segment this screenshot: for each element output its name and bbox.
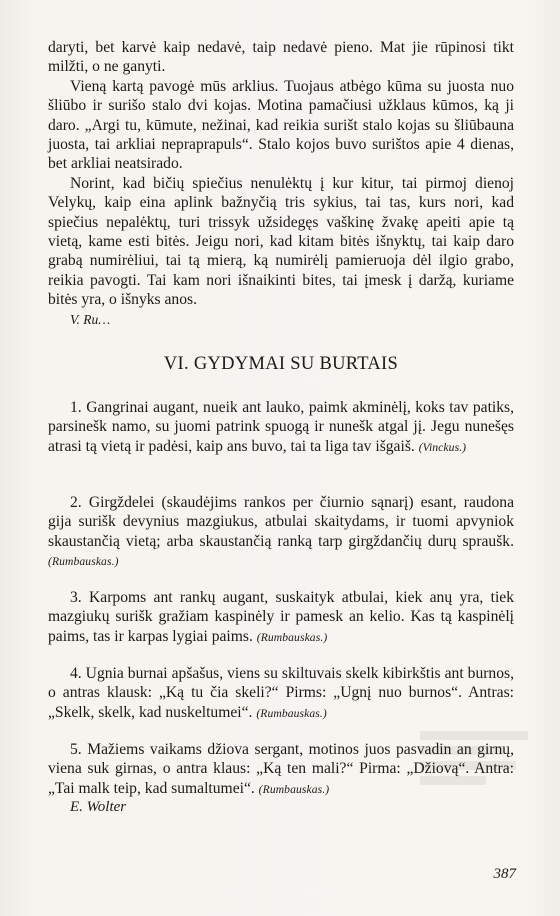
list-item <box>48 588 514 647</box>
section-title: VI. GYDYMAI SU BURTAIS <box>163 354 399 374</box>
entry-text: 4. Ugnia burnai apšašus, viens su skiltuvais skelk kibirkštis ant burnos, o antras klausk: „Ką tu čia skeli?“ Pirms: „Ugnį nuo burnos“. Antras: „Skelk, skelk, kad nuskeltumei“. <box>48 665 514 721</box>
author-signature: E. Wolter <box>70 799 127 816</box>
entry-source: (Vinckus.) <box>418 440 467 454</box>
list-item <box>48 664 514 723</box>
paragraph-continued: daryti, bet karvė kaip nedavė, taip nedavė pieno. Mat jie rūpinosi tikt milžti, o ne ganyti. <box>48 39 514 76</box>
list-item <box>48 398 514 457</box>
page-number: 387 <box>493 866 516 882</box>
entry-source: (Rumbauskas.) <box>258 782 330 796</box>
entry-text: 5. Mažiems vaikams džiova sergant, motinos juos pasvadin an girnų, viena suk girnas, o antra klaus: „Ką ten mali?“ Pirma: „Džiovą“. Antra: „Tai malk teip, kad sumaltumei“. <box>48 741 514 797</box>
show-through-text <box>420 725 540 810</box>
list-item <box>48 493 514 572</box>
paragraph-stolen-horses: Vieną kartą pavogė mūs arklius. Tuojaus atbėgo kūma su juosta nuo šliūbo ir surišo stalo dvi kojas. Motina pamačiusi užklaus kūmos, ką ji daro. „Argi tu, kūmute, nežinai, kad reikia surišt stalo kojas su šliūbauna juosta, tai arkliai nepraprapuls“. Stalo kojos buvo surištos apie 4 dienas, bet arkliai neatsirado. <box>48 77 514 173</box>
top-text-block <box>48 38 514 329</box>
entry-text: 3. Karpoms ant rankų augant, suskaityk atbulai, kiek anų yra, tiek mazgiukų surišk gražiam kaspinėly ir pamesk an kelio. Kas tą kaspinėlį paims, tas ir karpas lygiai paims. <box>48 589 514 645</box>
entry-text: 2. Girgždelei (skaudėjims rankos per čiurnio sąnarį) esant, raudona gija surišk devynius mazgiukus, atbulai skaitydams, ir tuomi apvyniok skaustančią vietą; arba skaustančią ranką tarp girgždančių durų spraušk. <box>48 494 514 550</box>
signature: V. Ru… <box>70 311 111 327</box>
entry-source: (Rumbauskas.) <box>256 706 327 720</box>
entry-source: (Rumbauskas.) <box>48 555 119 569</box>
paragraph-bee-swarm: Norint, kad bičių spiečius nenulėktų į kur kitur, tai pirmoj dienoj Velykų, kaip eina aplink bažnyčią tris sykius, tai tas, kurs nori, kad spiečius nepalėktų, turi trissyk užsidegęs vaškinę žvakę apeiti apie tą vietą, kame esti bitės. Jeigu nori, kad kitam bitės išnyktų, tai kaip daro grabą numirėliui, tai tą mierą, ką numirėlį pamieruoja dėl ilgio grabo, reikia pavogti. Tai kam nori išnaikinti bites, tai įmesk į daržą, kuriame bitės yra, o išnyks anos. <box>48 174 514 309</box>
entry-text: 1. Gangrinai augant, nueik ant lauko, paimk akminėlį, koks tav patiks, parsinešk namo, su juomi patrink spuogą ir nunešk atgal jį. Jegu nunešęs atrasi tą vietą ir padėsi, kaip ans buvo, tai ta liga tav išgaiš. <box>48 399 514 455</box>
entry-source: (Rumbauskas.) <box>256 630 328 644</box>
